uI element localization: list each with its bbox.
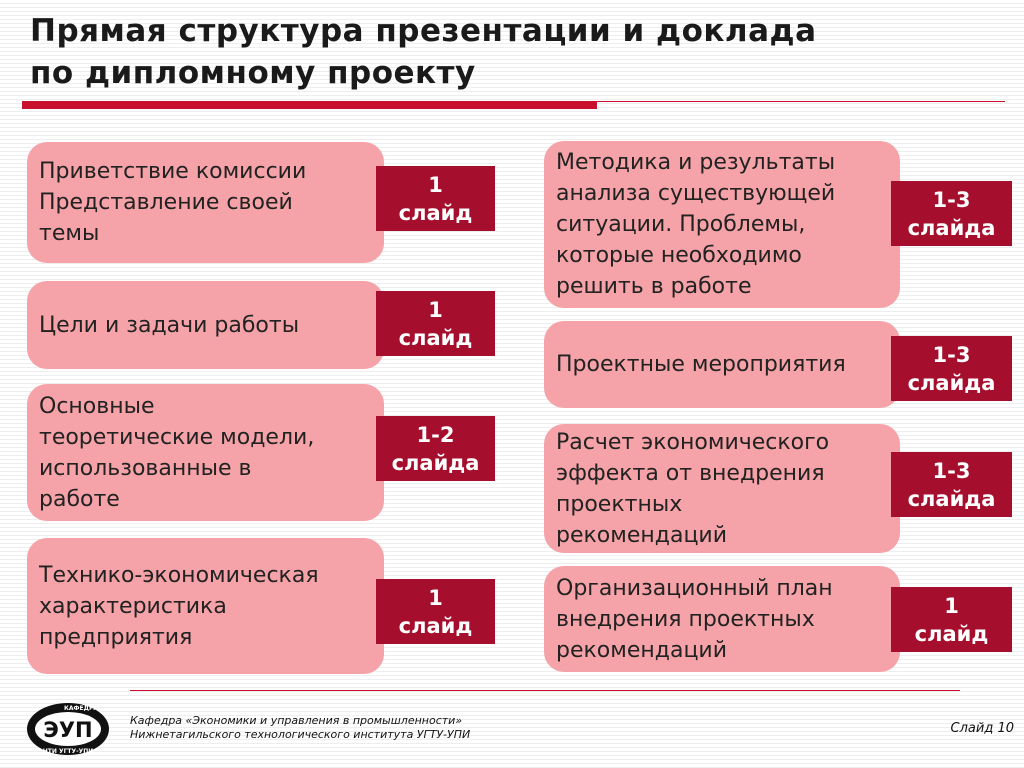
department-logo [24,700,112,758]
step-box-measures: Проектные мероприятия [544,321,900,408]
footer-divider [130,690,960,691]
step-box-effect: Расчет экономического эффекта от внедрения проектных рекомендаций [544,424,900,553]
title-underline [22,101,597,109]
slide-count-badge: 1-3 слайда [891,452,1012,517]
step-box-theory: Основные теоретические модели, использованные в работе [27,384,384,521]
logo-top-text: КАФЕДРА [64,705,98,712]
slide-count-badge: 1 слайд [376,166,495,231]
step-box-greeting: Приветствие комиссии Представление своей темы [27,142,384,263]
step-box-enterprise: Технико-экономическая характеристика предприятия [27,538,384,674]
slide-count-badge: 1 слайд [376,579,495,644]
step-box-org-plan: Организационный план внедрения проектных рекомендаций [544,566,900,672]
title-underline-thin [597,101,1005,102]
slide-count-badge: 1-3 слайда [891,181,1012,246]
slide-count-badge: 1-2 слайда [376,416,495,481]
slide-count-badge: 1 слайд [891,587,1012,652]
slide-number: Слайд 10 [950,721,1014,736]
step-box-goals: Цели и задачи работы [27,281,384,369]
slide-count-badge: 1-3 слайда [891,336,1012,401]
footer-department: Кафедра «Экономики и управления в промышленности» Нижнетагильского технологического института УГТУ-УПИ [130,714,471,741]
slide-title: Прямая структура презентации и доклада по дипломному проекту [30,13,817,91]
logo-main-text: ЭУП [43,718,93,742]
step-box-analysis: Методика и результаты анализа существующей ситуации. Проблемы, которые необходимо решить в работе [544,141,900,308]
slide-count-badge: 1 слайд [376,291,495,356]
logo-bottom-text: НТИ УГТУ-УПИ [42,748,94,755]
